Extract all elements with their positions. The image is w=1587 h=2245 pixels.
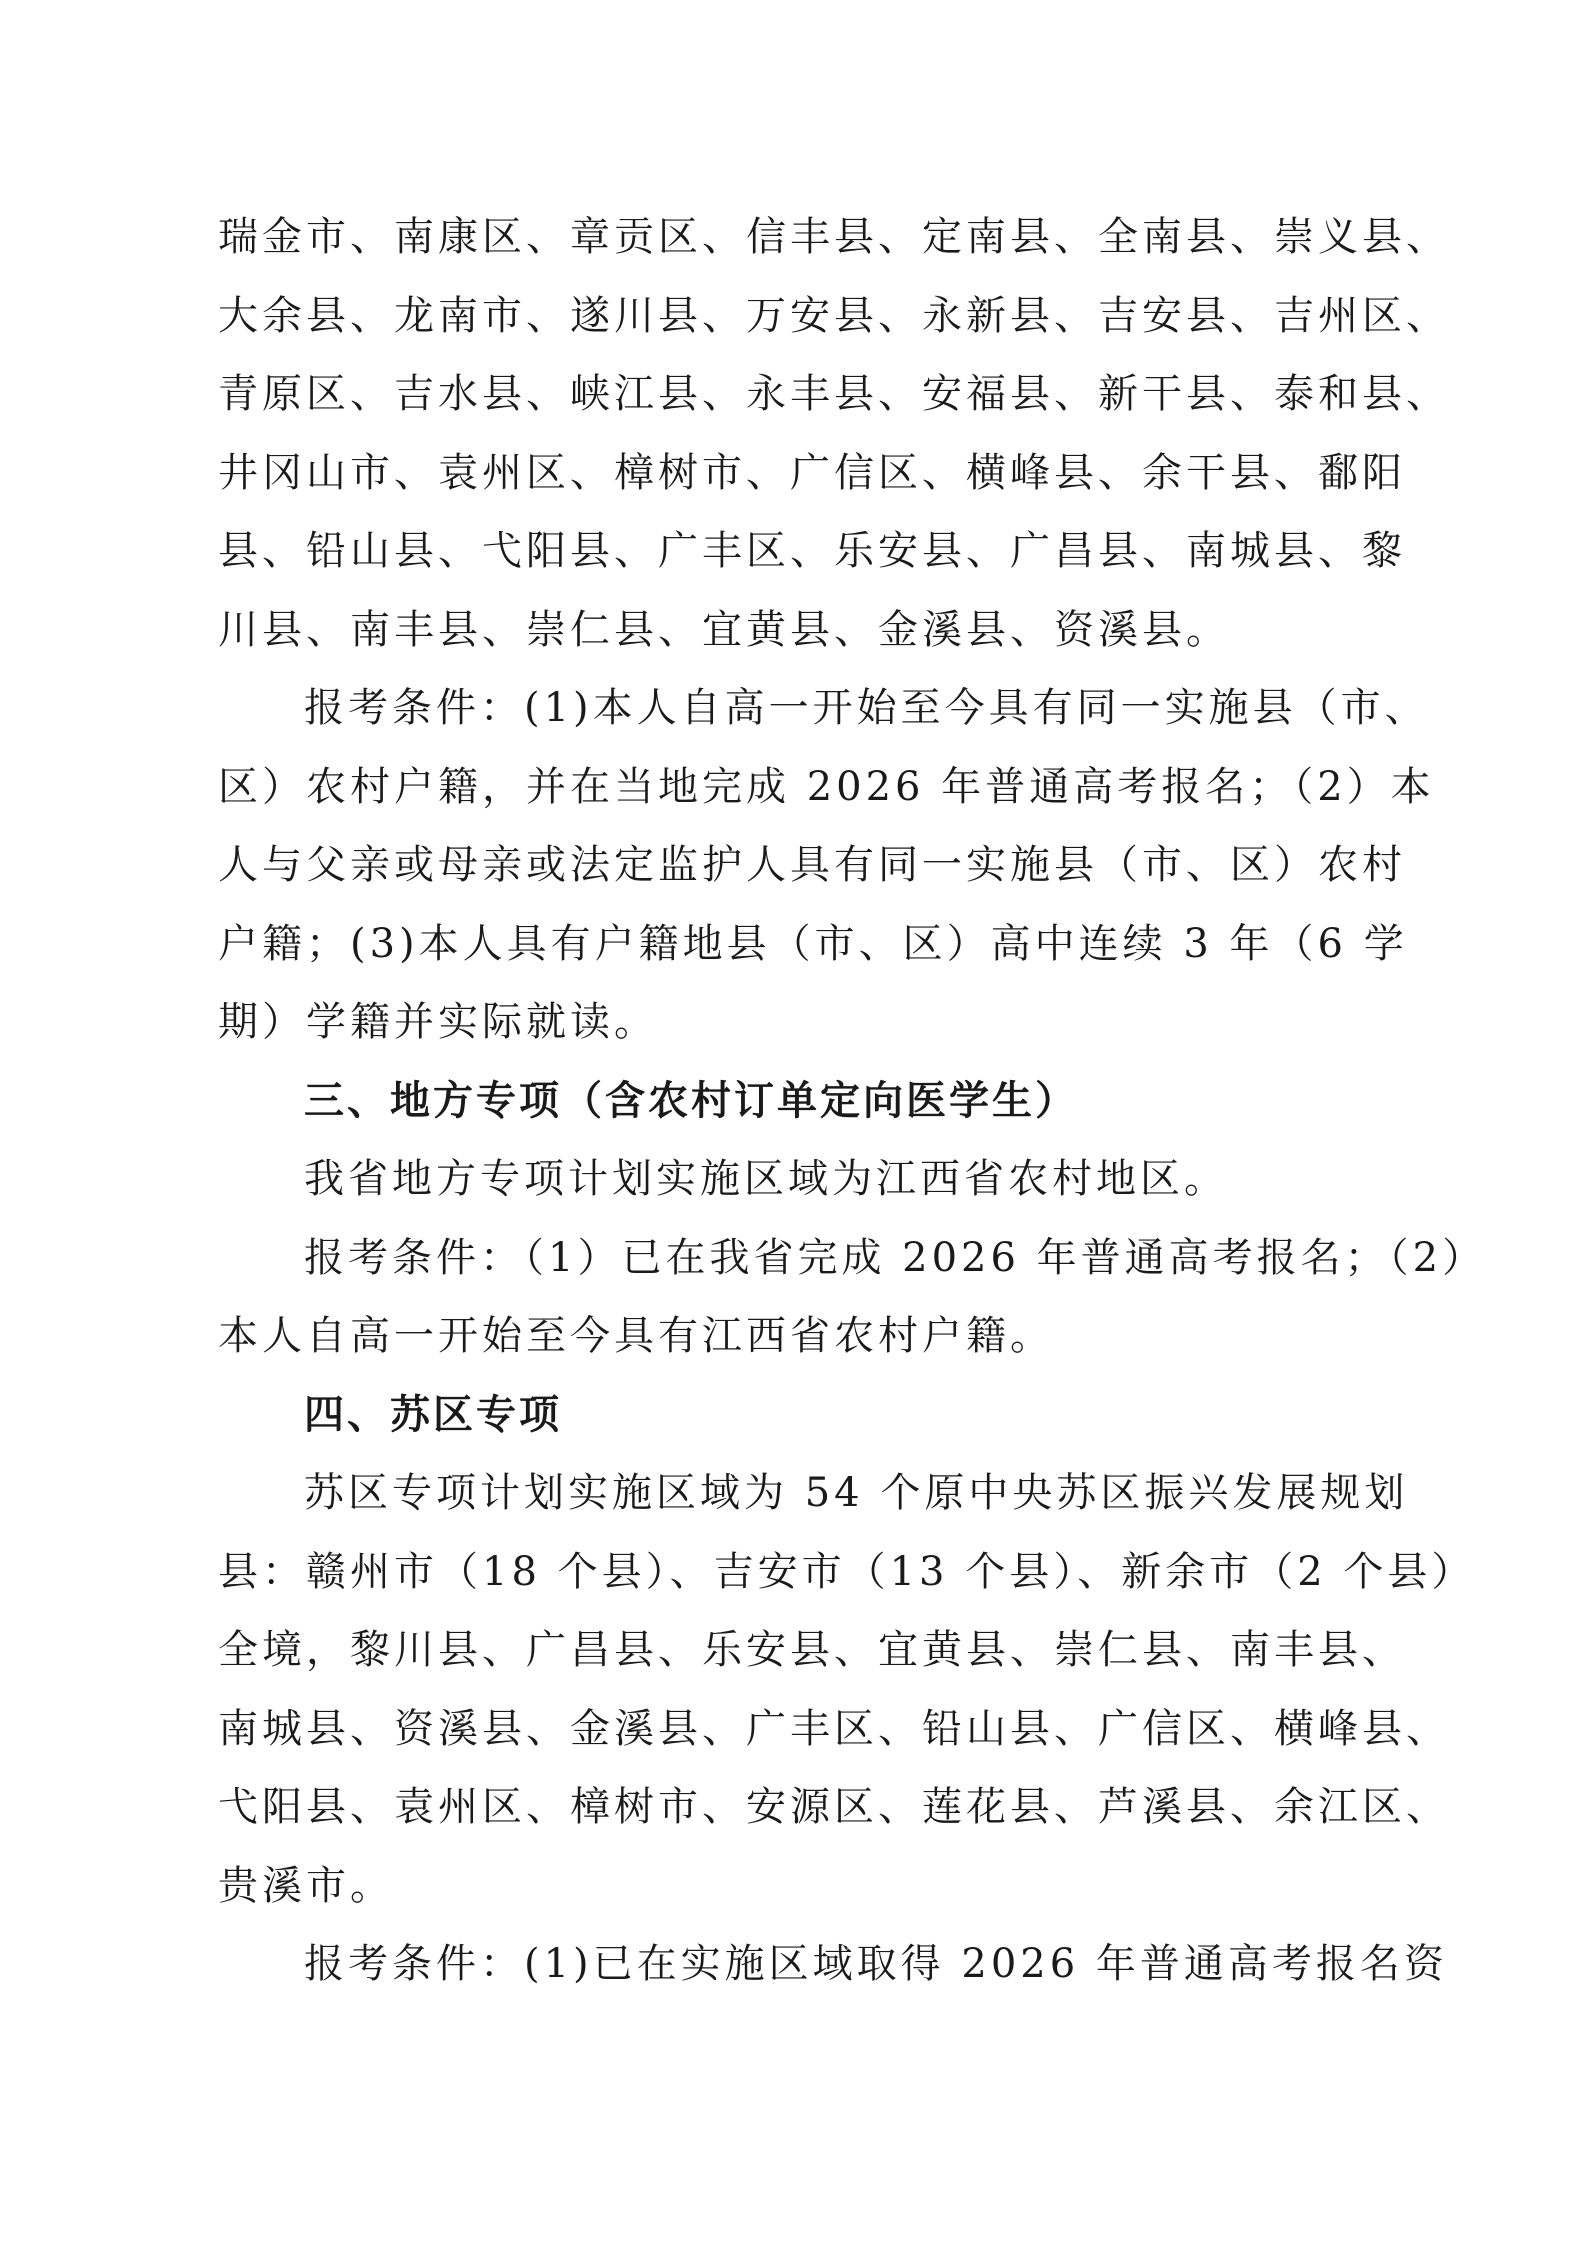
- eligibility-paragraph-line: 户籍；(3)本人具有户籍地县（市、区）高中连续 3 年（6 学: [218, 920, 1408, 967]
- section-heading-local-special: 三、地方专项（含农村订单定向医学生）: [304, 1077, 1078, 1124]
- body-text-line: 县：赣州市（18 个县）、吉安市（13 个县）、新余市（2 个县）: [218, 1548, 1476, 1595]
- body-text-line: 县、铅山县、弋阳县、广丰区、乐安县、广昌县、南城县、黎: [218, 528, 1406, 574]
- body-text-line: 瑞金市、南康区、章贡区、信丰县、定南县、全南县、崇义县、: [218, 214, 1450, 260]
- document-body: [218, 198, 1487, 2004]
- body-text-line: 南城县、资溪县、金溪县、广丰区、铅山县、广信区、横峰县、: [218, 1705, 1450, 1752]
- body-text-line: 川县、南丰县、崇仁县、宜黄县、金溪县、资溪县。: [218, 606, 1230, 653]
- body-text-line: 弋阳县、袁州区、樟树市、安源区、莲花县、芦溪县、余江区、: [218, 1784, 1450, 1830]
- body-text-line: 贵溪市。: [218, 1862, 394, 1909]
- section-heading-soviet-area-special: 四、苏区专项: [304, 1391, 562, 1438]
- body-text-line: 大余县、龙南市、遂川县、万安县、永新县、吉安县、吉州区、: [218, 292, 1450, 339]
- body-text-line: 全境，黎川县、广昌县、乐安县、宜黄县、崇仁县、南丰县、: [218, 1627, 1406, 1673]
- body-text-line: 我省地方专项计划实施区域为江西省农村地区。: [304, 1156, 1228, 1202]
- eligibility-paragraph-line: 区）农村户籍，并在当地完成 2026 年普通高考报名；（2）本: [218, 763, 1435, 810]
- body-text-line: 青原区、吉水县、峡江县、永丰县、安福县、新干县、泰和县、: [218, 371, 1450, 417]
- body-text-line: 苏区专项计划实施区域为 54 个原中央苏区振兴发展规划: [304, 1470, 1409, 1516]
- eligibility-paragraph-line: 报考条件：(1)已在实施区域取得 2026 年普通高考报名资: [304, 1941, 1448, 1987]
- eligibility-paragraph-line: 本人自高一开始至今具有江西省农村户籍。: [218, 1313, 1054, 1359]
- eligibility-paragraph-line: 期）学籍并实际就读。: [218, 999, 658, 1045]
- eligibility-paragraph-line: 人与父亲或母亲或法定监护人具有同一实施县（市、区）农村: [218, 842, 1406, 888]
- eligibility-paragraph-line: 报考条件：(1)本人自高一开始至今具有同一实施县（市、: [304, 685, 1429, 731]
- eligibility-paragraph-line: 报考条件：（1）已在我省完成 2026 年普通高考报名；（2）: [304, 1234, 1487, 1281]
- body-text-line: 井冈山市、袁州区、樟树市、广信区、横峰县、余干县、鄱阳: [218, 449, 1406, 496]
